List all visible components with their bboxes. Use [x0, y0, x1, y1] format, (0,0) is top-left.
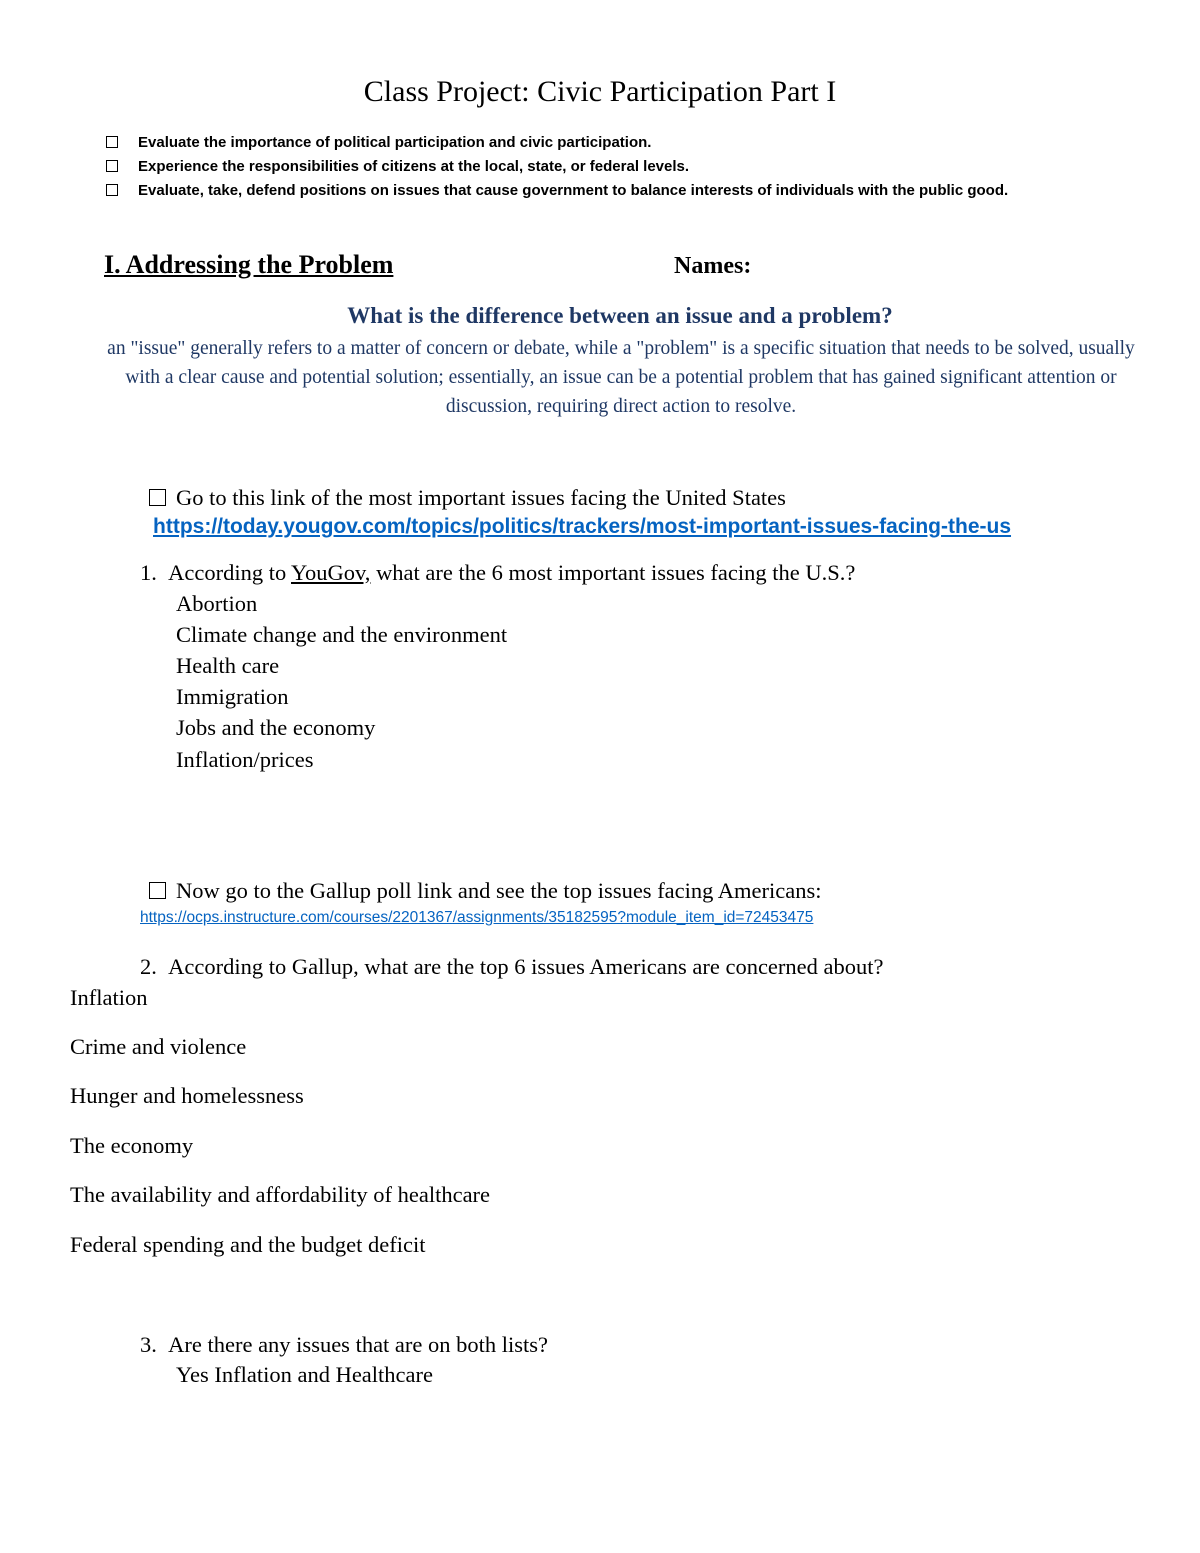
yougov-instruction-text: Go to this link of the most important issues facing the United States: [176, 485, 786, 510]
gallup-answer: Inflation: [70, 985, 148, 1010]
gallup-link[interactable]: https://ocps.instructure.com/courses/2201367/assignments/35182595?module_item_id=72453475: [140, 909, 814, 926]
objective-text: Experience the responsibilities of citizens at the local, state, or federal levels.: [138, 158, 690, 175]
gallup-answer: The economy: [70, 1133, 194, 1158]
yougov-answer: Immigration: [176, 684, 289, 709]
both-answer: Yes Inflation and Healthcare: [176, 1362, 434, 1387]
gallup-answer: The availability and affordability of healthcare: [70, 1182, 491, 1207]
definition-question: What is the difference between an issue and a problem?: [347, 303, 893, 328]
yougov-answer: Jobs and the economy: [176, 715, 376, 740]
section-heading: I. Addressing the Problem: [104, 250, 394, 279]
page-title: Class Project: Civic Participation Part I: [363, 75, 837, 108]
names-label: Names:: [674, 253, 752, 279]
gallup-answer: Hunger and homelessness: [70, 1083, 304, 1108]
question-number: 3.: [140, 1332, 157, 1357]
question-3: [140, 1329, 548, 1360]
question-number: 1.: [140, 560, 157, 585]
checkbox-icon: [106, 136, 118, 148]
checkbox-icon: [106, 184, 118, 196]
question-text: According to Gallup, what are the top 6 issues Americans are concerned about?: [168, 954, 884, 979]
checkbox-icon: [149, 489, 166, 506]
objective-item: [106, 181, 1008, 201]
objective-item: [106, 157, 689, 177]
checkbox-icon: [149, 882, 166, 899]
objective-item: [106, 133, 651, 153]
question-number: 2.: [140, 954, 157, 979]
gallup-answer: Federal spending and the budget deficit: [70, 1232, 426, 1257]
question-prefix: According to: [168, 560, 292, 585]
question-suffix: what are the 6 most important issues facing the U.S.?: [370, 560, 856, 585]
gallup-instruction: [149, 875, 822, 906]
objective-text: Evaluate the importance of political participation and civic participation.: [138, 134, 652, 151]
objective-text: Evaluate, take, defend positions on issues that cause government to balance interests of individuals with the public good.: [138, 182, 1009, 199]
question-2: [140, 951, 884, 982]
question-1: [140, 557, 855, 588]
yougov-link[interactable]: https://today.yougov.com/topics/politics/trackers/most-important-issues-facing-the-us: [153, 515, 1012, 538]
gallup-answer: Crime and violence: [70, 1034, 247, 1059]
checkbox-icon: [106, 160, 118, 172]
yougov-answer: Abortion: [176, 591, 258, 616]
yougov-answer: Inflation/prices: [176, 747, 314, 772]
yougov-answer: Health care: [176, 653, 280, 678]
definition-answer: an "issue" generally refers to a matter of concern or debate, while a "problem" is a specific situation that needs to be solved, usually with a clear cause and potential solution; essentially, an issue can be a potential problem that has gained significant attention or discussion, requiring direct action to resolve.: [107, 338, 1135, 417]
question-text: Are there any issues that are on both lists?: [168, 1332, 549, 1357]
yougov-instruction: [149, 482, 786, 513]
gallup-instruction-text: Now go to the Gallup poll link and see the top issues facing Americans:: [176, 878, 822, 903]
yougov-source: YouGov,: [291, 560, 371, 585]
yougov-answer: Climate change and the environment: [176, 622, 508, 647]
